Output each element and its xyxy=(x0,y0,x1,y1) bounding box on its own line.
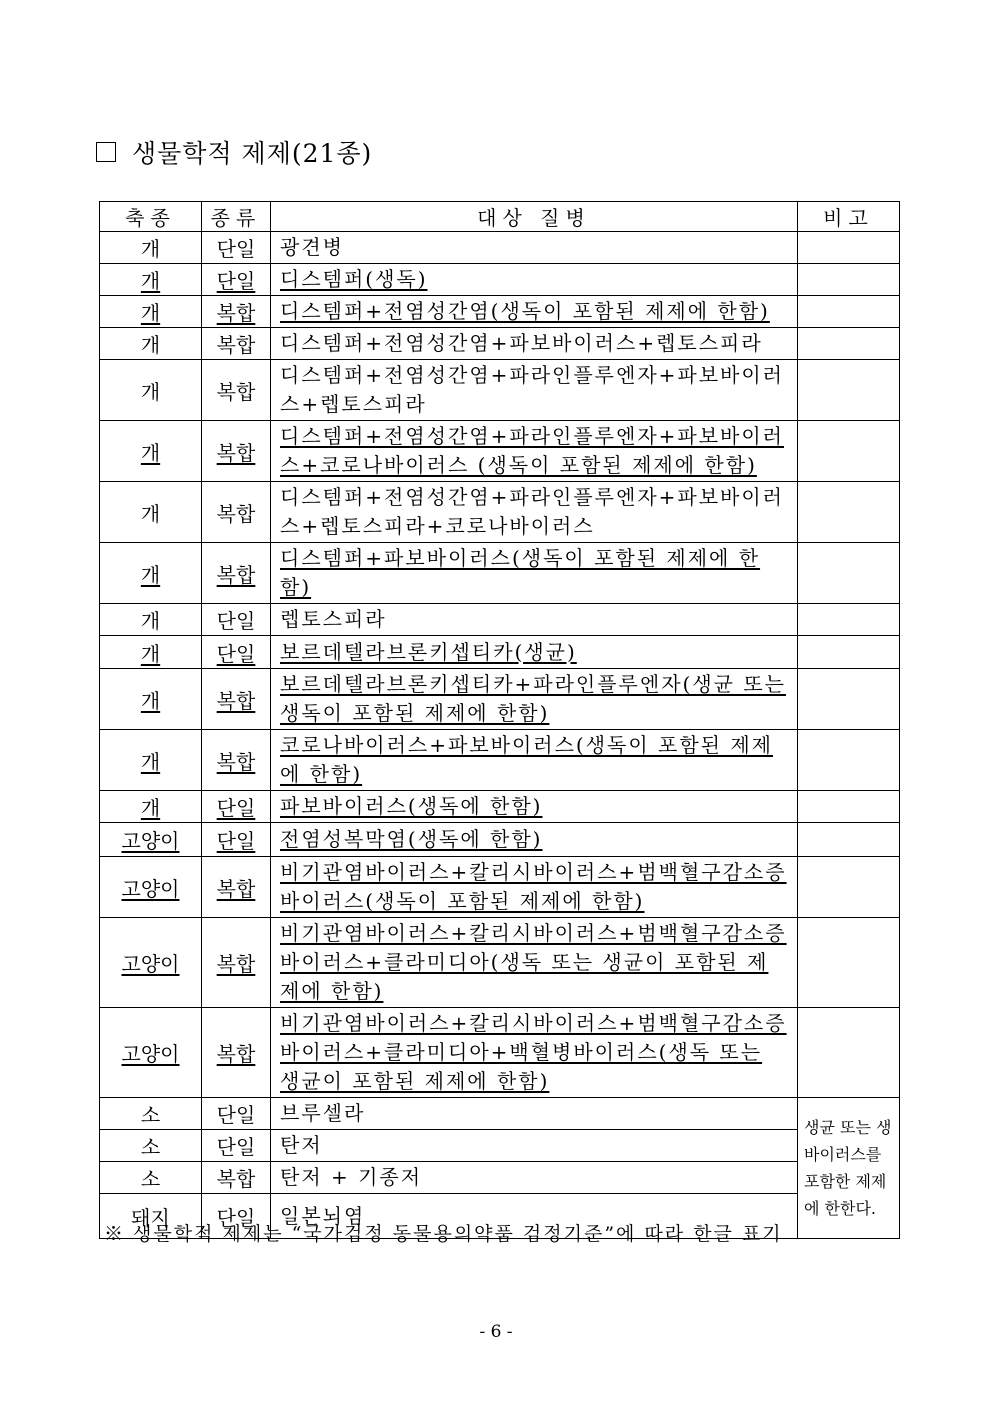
species-cell xyxy=(100,482,202,543)
species-cell xyxy=(100,857,202,918)
species-cell-text: 개 xyxy=(140,379,161,404)
species-cell-text: 개 xyxy=(140,688,161,713)
type-cell-text: 복합 xyxy=(216,440,256,465)
type-cell xyxy=(202,328,271,360)
table-row xyxy=(100,232,900,264)
note-cell xyxy=(798,918,900,1008)
type-cell xyxy=(202,636,271,669)
species-cell xyxy=(100,636,202,669)
disease-cell-text: 광견병 xyxy=(280,235,344,259)
species-cell-text: 개 xyxy=(140,333,161,357)
header-species: 축종 xyxy=(100,202,202,232)
species-cell-text: 소 xyxy=(140,1167,161,1191)
species-cell-text: 고양이 xyxy=(121,1042,180,1066)
type-cell-text: 복합 xyxy=(216,1167,256,1191)
section-heading xyxy=(96,132,372,172)
disease-cell xyxy=(271,918,798,1008)
species-cell xyxy=(100,543,202,604)
disease-cell xyxy=(271,791,798,823)
note-cell xyxy=(798,730,900,791)
disease-cell xyxy=(271,421,798,482)
disease-cell xyxy=(271,264,798,296)
species-cell xyxy=(100,232,202,264)
header-type: 종류 xyxy=(202,202,271,232)
type-cell xyxy=(202,360,271,421)
note-cell xyxy=(798,1008,900,1098)
footnote: ※ 생물학적 제제는 “국가검정 동물용의약품 검정기준”에 따라 한글 표기 xyxy=(104,1223,783,1245)
table-header-row xyxy=(100,202,900,232)
type-cell-text: 단일 xyxy=(216,1205,256,1230)
note-cell xyxy=(798,360,900,421)
note-cell xyxy=(798,232,900,264)
species-cell-text: 돼지 xyxy=(131,1205,170,1230)
type-cell-text: 단일 xyxy=(216,829,256,853)
table-row xyxy=(100,636,900,669)
table-row xyxy=(100,482,900,543)
note-cell: 생균 또는 생바이러스를 포함한 제제에 한한다. xyxy=(798,1098,900,1239)
type-cell xyxy=(202,264,271,296)
table-row xyxy=(100,823,900,857)
table-row xyxy=(100,421,900,482)
note-cell xyxy=(798,543,900,604)
disease-cell xyxy=(271,1162,798,1194)
type-cell xyxy=(202,482,271,543)
species-cell-text: 고양이 xyxy=(121,876,180,901)
type-cell xyxy=(202,232,271,264)
species-cell-text: 고양이 xyxy=(121,952,180,976)
type-cell xyxy=(202,1098,271,1130)
disease-cell xyxy=(271,1098,798,1130)
species-cell-text: 소 xyxy=(140,1103,161,1127)
table-row xyxy=(100,360,900,421)
disease-cell-text: 파보바이러스(생독에 한함) xyxy=(280,794,543,818)
disease-cell xyxy=(271,823,798,857)
species-cell-text: 개 xyxy=(140,609,161,633)
type-cell xyxy=(202,730,271,791)
species-cell-text: 개 xyxy=(140,501,161,526)
species-cell xyxy=(100,264,202,296)
disease-cell-text: 코로나바이러스+파보바이러스(생독이 포함된 제제에 한함) xyxy=(280,733,773,786)
disease-cell xyxy=(271,1008,798,1098)
disease-cell-text: 보르데텔라브론키셉티카(생균) xyxy=(280,639,577,664)
disease-cell xyxy=(271,328,798,360)
disease-cell-text: 디스템퍼+전염성간염+파라인플루엔자+파보바이러스+렙토스피라 xyxy=(280,363,784,416)
note-cell xyxy=(798,482,900,543)
species-cell xyxy=(100,1008,202,1098)
species-cell-text: 소 xyxy=(140,1135,161,1159)
disease-cell-text: 탄저 xyxy=(280,1133,323,1157)
species-cell xyxy=(100,328,202,360)
type-cell xyxy=(202,604,271,636)
type-cell-text: 단일 xyxy=(216,641,256,666)
table-row xyxy=(100,1130,900,1162)
disease-cell xyxy=(271,857,798,918)
table-body xyxy=(100,232,900,1239)
table-row xyxy=(100,791,900,823)
type-cell xyxy=(202,669,271,730)
species-cell xyxy=(100,1098,202,1130)
type-cell-text: 복합 xyxy=(216,876,256,901)
species-cell xyxy=(100,1130,202,1162)
type-cell xyxy=(202,1162,271,1194)
type-cell-text: 단일 xyxy=(216,269,256,293)
species-cell-text: 개 xyxy=(140,796,161,820)
page-number: - 6 - xyxy=(479,1322,513,1342)
table-row xyxy=(100,264,900,296)
note-cell xyxy=(798,296,900,328)
note-cell xyxy=(798,791,900,823)
species-cell-text: 개 xyxy=(140,269,161,293)
table-row xyxy=(100,328,900,360)
disease-cell-text: 디스템퍼+전염성간염+파라인플루엔자+파보바이러스+렙토스피라+코로나바이러스 xyxy=(280,485,784,538)
species-cell-text: 개 xyxy=(140,749,161,774)
section-title: 생물학적 제제(21종) xyxy=(132,139,373,168)
type-cell-text: 단일 xyxy=(216,237,256,261)
type-cell xyxy=(202,296,271,328)
type-cell xyxy=(202,421,271,482)
disease-cell xyxy=(271,296,798,328)
disease-cell-text: 렙토스피라 xyxy=(280,607,387,631)
note-cell xyxy=(798,669,900,730)
species-cell xyxy=(100,791,202,823)
species-cell xyxy=(100,823,202,857)
table-row xyxy=(100,604,900,636)
table-row xyxy=(100,296,900,328)
disease-cell xyxy=(271,1130,798,1162)
type-cell-text: 단일 xyxy=(216,1103,256,1127)
disease-cell-text: 디스템퍼+전염성간염+파보바이러스+렙토스피라 xyxy=(280,331,763,355)
type-cell-text: 복합 xyxy=(216,749,256,774)
header-note: 비고 xyxy=(798,202,900,232)
type-cell-text: 복합 xyxy=(216,379,256,404)
type-cell-text: 복합 xyxy=(216,301,256,325)
type-cell xyxy=(202,1130,271,1162)
type-cell-text: 단일 xyxy=(216,609,256,633)
type-cell xyxy=(202,857,271,918)
type-cell-text: 복합 xyxy=(216,952,256,976)
species-cell xyxy=(100,360,202,421)
species-cell-text: 개 xyxy=(140,641,161,666)
species-cell-text: 개 xyxy=(140,237,161,261)
table-row xyxy=(100,1098,900,1130)
type-cell-text: 복합 xyxy=(216,562,256,587)
disease-cell-text: 브루셀라 xyxy=(280,1101,366,1125)
disease-cell xyxy=(271,482,798,543)
type-cell xyxy=(202,823,271,857)
disease-cell-text: 탄저 + 기종저 xyxy=(280,1165,423,1189)
type-cell xyxy=(202,1008,271,1098)
type-cell-text: 단일 xyxy=(216,1135,256,1159)
note-cell xyxy=(798,604,900,636)
table-row xyxy=(100,918,900,1008)
species-cell-text: 개 xyxy=(140,562,161,587)
disease-cell xyxy=(271,360,798,421)
table-row xyxy=(100,730,900,791)
disease-cell xyxy=(271,232,798,264)
species-cell-text: 고양이 xyxy=(121,829,180,853)
note-cell xyxy=(798,328,900,360)
type-cell-text: 복합 xyxy=(216,688,256,713)
disease-cell xyxy=(271,669,798,730)
note-cell xyxy=(798,823,900,857)
checkbox-square-icon xyxy=(96,142,116,162)
header-disease: 대상 질병 xyxy=(271,202,798,232)
table-row xyxy=(100,857,900,918)
table-row xyxy=(100,669,900,730)
note-cell xyxy=(798,421,900,482)
disease-cell-text: 디스템퍼+파보바이러스(생독이 포함된 제제에 한함) xyxy=(280,546,761,599)
disease-cell-text: 비기관염바이러스+칼리시바이러스+범백혈구감소증바이러스(생독이 포함된 제제에 한함) xyxy=(280,860,787,913)
disease-cell xyxy=(271,604,798,636)
disease-cell-text: 디스템퍼+전염성간염+파라인플루엔자+파보바이러스+코로나바이러스 (생독이 포함된 제제에 한함) xyxy=(280,424,784,477)
note-cell xyxy=(798,636,900,669)
disease-cell-text: 디스템퍼(생독) xyxy=(280,267,428,291)
table-row xyxy=(100,543,900,604)
species-cell xyxy=(100,296,202,328)
table-row xyxy=(100,1008,900,1098)
disease-cell xyxy=(271,636,798,669)
table-row xyxy=(100,1162,900,1194)
species-cell xyxy=(100,1162,202,1194)
type-cell xyxy=(202,918,271,1008)
type-cell-text: 단일 xyxy=(216,796,256,820)
type-cell xyxy=(202,543,271,604)
disease-cell-text: 일본뇌염 xyxy=(280,1203,366,1228)
type-cell xyxy=(202,791,271,823)
disease-cell-text: 보르데텔라브론키셉티카+파라인플루엔자(생균 또는 생독이 포함된 제제에 한함) xyxy=(280,672,786,725)
vaccine-table xyxy=(99,201,900,1239)
disease-cell-text: 전염성복막염(생독에 한함) xyxy=(280,827,543,851)
species-cell-text: 개 xyxy=(140,301,161,325)
note-cell xyxy=(798,264,900,296)
species-cell xyxy=(100,421,202,482)
type-cell-text: 복합 xyxy=(216,501,256,526)
species-cell xyxy=(100,730,202,791)
type-cell-text: 복합 xyxy=(216,333,256,357)
disease-cell-text: 비기관염바이러스+칼리시바이러스+범백혈구감소증바이러스+클라미디아(생독 또는 생균이 포함된 제제에 한함) xyxy=(280,921,787,1003)
disease-cell xyxy=(271,730,798,791)
species-cell xyxy=(100,604,202,636)
species-cell xyxy=(100,669,202,730)
species-cell-text: 개 xyxy=(140,440,161,465)
disease-cell-text: 디스템퍼+전염성간염(생독이 포함된 제제에 한함) xyxy=(280,299,770,323)
disease-cell xyxy=(271,543,798,604)
disease-cell-text: 비기관염바이러스+칼리시바이러스+범백혈구감소증바이러스+클라미디아+백혈병바이러스(생독 또는 생균이 포함된 제제에 한함) xyxy=(280,1011,787,1093)
species-cell xyxy=(100,918,202,1008)
type-cell-text: 복합 xyxy=(216,1042,256,1066)
note-cell xyxy=(798,857,900,918)
